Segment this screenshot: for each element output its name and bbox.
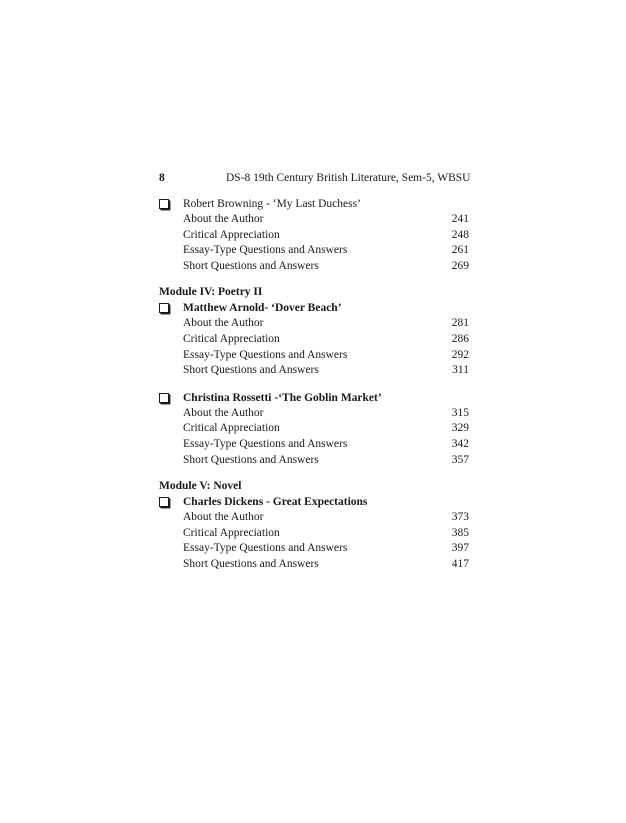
entry-page-number: 311 <box>452 364 469 377</box>
entry-page-number: 241 <box>451 213 469 225</box>
entry-label: Essay-Type Questions and Answers <box>183 348 348 361</box>
toc-entry <box>159 437 469 453</box>
page-header <box>159 172 469 190</box>
toc-entry <box>159 421 469 437</box>
section-title: Charles Dickens - Great Expectations <box>183 496 368 509</box>
entry-page-number: 315 <box>451 406 469 419</box>
module-title: Module IV: Poetry II <box>159 286 263 299</box>
entry-page-number: 397 <box>451 542 469 555</box>
toc-entry <box>159 363 469 379</box>
entry-page-number: 357 <box>451 453 469 466</box>
entry-page-number: 342 <box>451 437 469 450</box>
toc-section <box>159 196 469 274</box>
toc-entry <box>159 510 469 526</box>
entry-page-number: 385 <box>451 526 469 539</box>
entry-label: Critical Appreciation <box>183 422 280 435</box>
table-of-contents-page <box>159 172 469 573</box>
entry-label: Short Questions and Answers <box>183 453 319 466</box>
checkbox-icon <box>159 199 169 209</box>
entry-page-number: 261 <box>451 244 469 257</box>
checkbox-icon <box>159 303 169 313</box>
entry-label: About the Author <box>183 406 264 419</box>
toc-entry <box>159 212 469 228</box>
toc-entry <box>159 243 469 259</box>
toc-entry <box>159 541 469 557</box>
section-title: Robert Browning - ‘My Last Duchess’ <box>183 198 361 210</box>
section-heading <box>159 300 469 316</box>
toc-entry <box>159 259 469 275</box>
entry-page-number: 329 <box>451 422 469 435</box>
entry-page-number: 292 <box>451 348 469 361</box>
section-heading <box>159 196 469 212</box>
section-heading <box>159 390 469 406</box>
entry-label: Essay-Type Questions and Answers <box>183 244 348 257</box>
entry-label: About the Author <box>183 213 264 225</box>
checkbox-icon <box>159 393 169 403</box>
toc-entry <box>159 453 469 469</box>
toc-entry <box>159 316 469 332</box>
toc-entry <box>159 557 469 573</box>
entry-label: Critical Appreciation <box>183 228 280 241</box>
toc-entry <box>159 526 469 542</box>
module-title: Module V: Novel <box>159 480 242 493</box>
entry-page-number: 286 <box>451 332 469 345</box>
toc-entry <box>159 332 469 348</box>
entry-page-number: 281 <box>451 317 469 330</box>
entry-label: About the Author <box>183 511 264 524</box>
toc-section <box>159 494 469 572</box>
entry-page-number: 269 <box>451 259 469 272</box>
running-title: DS-8 19th Century British Literature, Sem-5, WBSU <box>226 172 471 184</box>
entry-label: Critical Appreciation <box>183 526 280 539</box>
toc-entry <box>159 228 469 244</box>
toc-entry <box>159 348 469 364</box>
section-title: Christina Rossetti -‘The Goblin Market’ <box>183 391 382 404</box>
page-number: 8 <box>159 172 165 184</box>
toc-section <box>159 300 469 378</box>
entry-label: Essay-Type Questions and Answers <box>183 542 348 555</box>
checkbox-icon <box>159 497 169 507</box>
entry-label: Short Questions and Answers <box>183 557 319 570</box>
entry-label: Short Questions and Answers <box>183 364 319 377</box>
section-heading <box>159 494 469 510</box>
entry-label: Short Questions and Answers <box>183 259 319 272</box>
entry-label: About the Author <box>183 317 264 330</box>
entry-page-number: 248 <box>451 228 469 241</box>
toc-section <box>159 390 469 468</box>
toc-entry <box>159 406 469 422</box>
section-title: Matthew Arnold- ‘Dover Beach’ <box>183 302 342 315</box>
entry-page-number: 417 <box>451 557 469 570</box>
entry-page-number: 373 <box>451 511 469 524</box>
entry-label: Critical Appreciation <box>183 332 280 345</box>
entry-label: Essay-Type Questions and Answers <box>183 437 348 450</box>
